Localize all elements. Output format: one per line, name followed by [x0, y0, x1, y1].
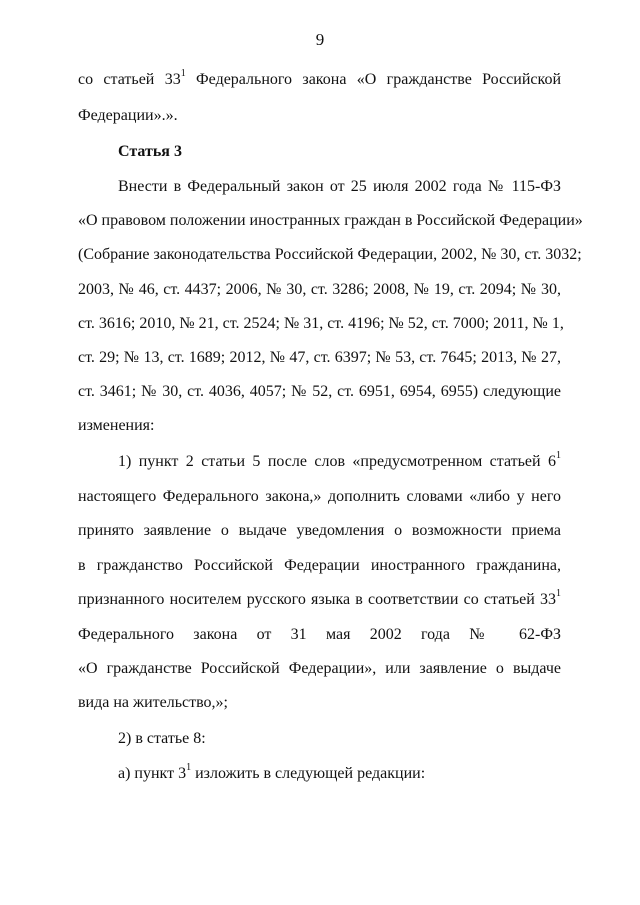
- text-line: Внести в Федеральный закон от 25 июля 2002 года № 115-ФЗ: [118, 178, 561, 195]
- text-line: принято заявление о выдаче уведомления о возможности приема: [78, 522, 561, 539]
- text-line: (Собрание законодательства Российской Федерации, 2002, № 30, ст. 3032;: [78, 246, 582, 263]
- text-line: Федерации».».: [78, 107, 178, 124]
- article-heading: Статья 3: [118, 143, 182, 160]
- text-line: 2003, № 46, ст. 4437; 2006, № 30, ст. 3286; 2008, № 19, ст. 2094; № 30,: [78, 281, 561, 298]
- text-line: «О гражданстве Российской Федерации», или заявление о выдаче: [78, 660, 561, 677]
- text-line: [118, 449, 561, 472]
- text-line: 2) в статье 8:: [118, 730, 206, 747]
- superscript: 1: [556, 449, 561, 461]
- text-fragment: 1) пункт 2 статьи 5 после слов «предусмотренном статьей 6: [118, 453, 556, 470]
- text-line: изменения:: [78, 417, 155, 434]
- text-line: [78, 587, 561, 610]
- text-fragment: со статьей 33: [78, 71, 181, 88]
- text-line: «О правовом положении иностранных граждан в Российской Федерации»: [78, 212, 583, 229]
- text-line: Федерального закона от 31 мая 2002 года № 62-ФЗ: [78, 626, 561, 643]
- text-line: ст. 29; № 13, ст. 1689; 2012, № 47, ст. 6397; № 53, ст. 7645; 2013, № 27,: [78, 349, 561, 366]
- text-line: в гражданство Российской Федерации иностранного гражданина,: [78, 557, 561, 574]
- superscript: 1: [556, 587, 561, 599]
- superscript: 1: [180, 67, 186, 79]
- text-line: ст. 3461; № 30, ст. 4036, 4057; № 52, ст. 6951, 6954, 6955) следующие: [78, 383, 561, 400]
- text-line: [118, 761, 561, 784]
- text-fragment: изложить в следующей редакции:: [191, 765, 426, 782]
- text-line: ст. 3616; 2010, № 21, ст. 2524; № 31, ст. 4196; № 52, ст. 7000; 2011, № 1,: [78, 315, 564, 332]
- text-line: настоящего Федерального закона,» дополнить словами «либо у него: [78, 488, 561, 505]
- text-line: вида на жительство,»;: [78, 694, 228, 711]
- text-fragment: признанного носителем русского языка в соответствии со статьей 33: [78, 591, 556, 608]
- text-line: [78, 67, 562, 90]
- superscript: 1: [186, 761, 192, 773]
- text-fragment: а) пункт 3: [118, 765, 187, 782]
- page-number: 9: [315, 30, 325, 49]
- text-fragment: Федерального закона «О гражданстве Российской: [185, 71, 562, 88]
